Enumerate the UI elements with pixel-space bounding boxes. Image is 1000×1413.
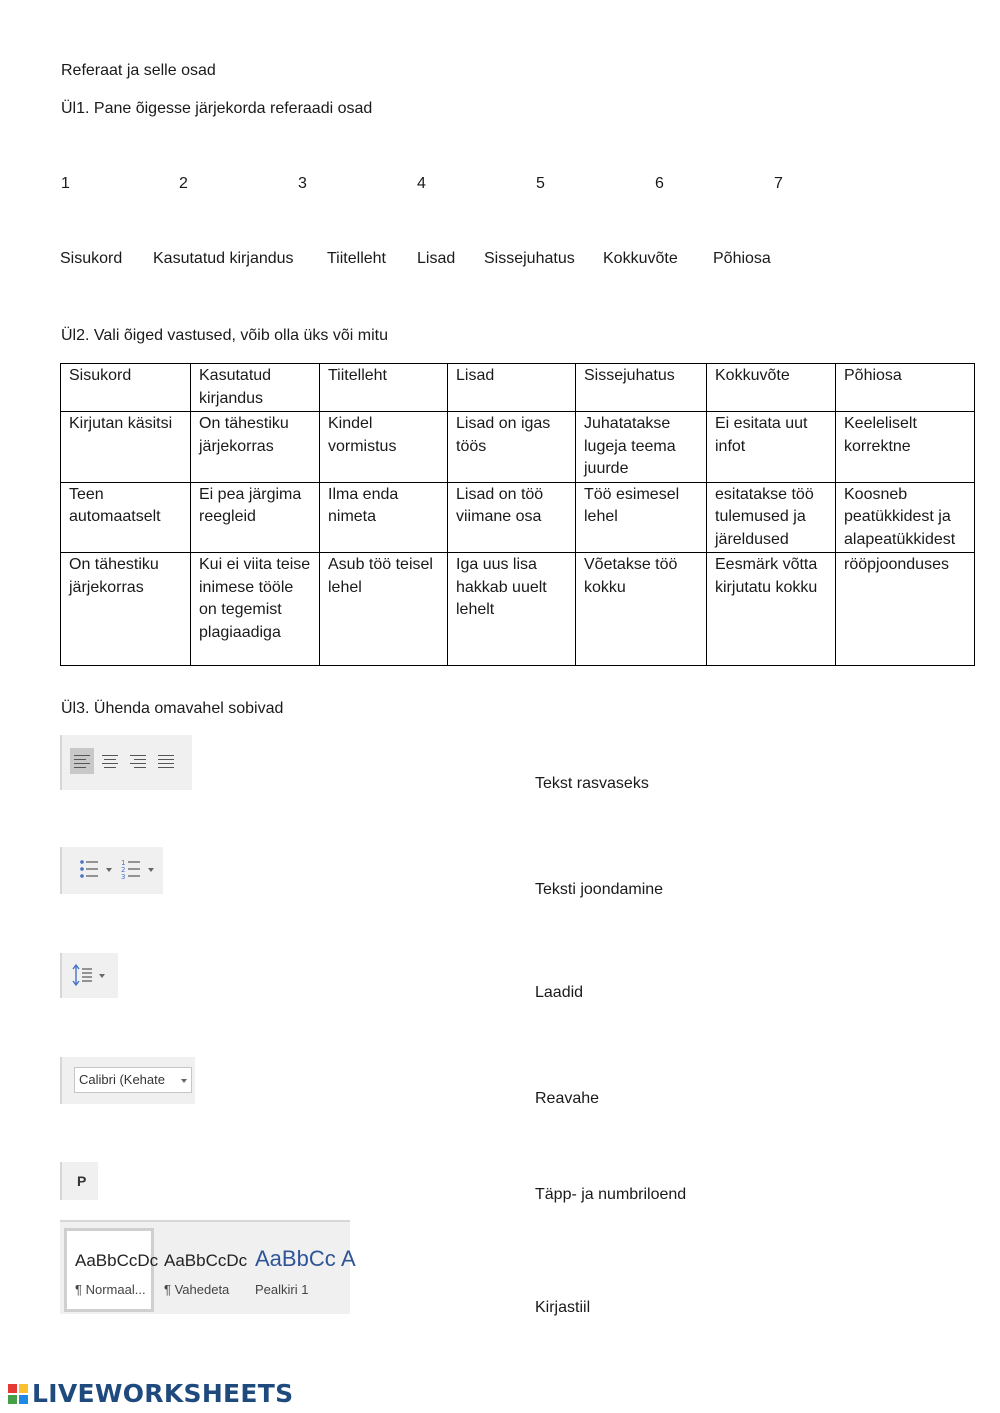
part-item[interactable]: Sissejuhatus: [484, 250, 575, 267]
part-item[interactable]: Kokkuvõte: [603, 250, 678, 267]
table-header-cell: Sissejuhatus: [576, 364, 707, 412]
bold-icon: P: [77, 1173, 87, 1189]
table-row: [61, 412, 975, 483]
line-spacing-icon: [71, 963, 95, 987]
choice-table: [60, 363, 975, 666]
part-item[interactable]: Põhiosa: [713, 250, 771, 267]
list-toolbar-image[interactable]: [60, 847, 163, 894]
table-row: [61, 553, 975, 666]
exercise-3-instruction: Ül3. Ühenda omavahel sobivad: [61, 700, 284, 717]
table-cell[interactable]: Koosneb peatükkidest ja alapeatükkidest: [836, 482, 975, 553]
table-cell[interactable]: Kui ei viita teise inimese tööle on tegemist plagiaadiga: [191, 553, 320, 666]
style-name: Pealkiri 1: [255, 1282, 309, 1297]
bold-toolbar-image[interactable]: [60, 1162, 98, 1200]
bullet-list-icon: [78, 857, 100, 881]
match-label[interactable]: Tekst rasvaseks: [535, 775, 649, 792]
table-header-cell: Sisukord: [61, 364, 191, 412]
order-number-5: 5: [536, 175, 545, 192]
table-cell[interactable]: Töö esimesel lehel: [576, 482, 707, 553]
order-number-7: 7: [774, 175, 783, 192]
page-title: Referaat ja selle osad: [61, 62, 216, 79]
alignment-toolbar-image[interactable]: [60, 735, 192, 790]
chevron-down-icon: [106, 868, 112, 872]
table-cell[interactable]: Ilma enda nimeta: [320, 482, 448, 553]
table-cell[interactable]: Kindel vormistus: [320, 412, 448, 483]
table-header-cell: Kokkuvõte: [707, 364, 836, 412]
style-name: ¶ Normaal...: [75, 1282, 146, 1297]
part-item[interactable]: Sisukord: [60, 250, 123, 267]
match-label[interactable]: Teksti joondamine: [535, 881, 664, 898]
table-header-row: [61, 364, 975, 412]
table-cell[interactable]: rööpjoonduses: [836, 553, 975, 666]
table-cell[interactable]: Ei pea järgima reegleid: [191, 482, 320, 553]
table-cell[interactable]: Asub töö teisel lehel: [320, 553, 448, 666]
table-cell[interactable]: Kirjutan käsitsi: [61, 412, 191, 483]
table-cell[interactable]: Lisad on töö viimane osa: [448, 482, 576, 553]
font-name-box: [74, 1067, 192, 1093]
table-header-cell: Kasutatud kirjandus: [191, 364, 320, 412]
align-justify-icon: [154, 748, 178, 774]
table-cell[interactable]: Võetakse töö kokku: [576, 553, 707, 666]
order-number-2: 2: [179, 175, 188, 192]
style-no-spacing: [156, 1228, 246, 1312]
match-label[interactable]: Laadid: [535, 984, 584, 1001]
table-cell[interactable]: Lisad on igas töös: [448, 412, 576, 483]
svg-text:3: 3: [121, 873, 126, 881]
numbered-list-icon: [120, 857, 142, 881]
table-cell[interactable]: Eesmärk võtta kirjutatu kokku: [707, 553, 836, 666]
table-cell[interactable]: Teen automaatselt: [61, 482, 191, 553]
style-normal: [64, 1228, 159, 1312]
order-number-4: 4: [417, 175, 426, 192]
style-heading-1: [247, 1228, 337, 1312]
table-row: [61, 482, 975, 553]
style-sample: AaBbCc: [255, 1246, 336, 1271]
order-number-3: 3: [298, 175, 307, 192]
svg-text:1: 1: [121, 859, 126, 867]
table-cell[interactable]: Ei esitata uut infot: [707, 412, 836, 483]
part-item[interactable]: Lisad: [417, 250, 456, 267]
match-label[interactable]: Täpp- ja numbriloend: [535, 1186, 687, 1203]
style-next: [335, 1228, 355, 1312]
line-spacing-toolbar-image[interactable]: [60, 953, 118, 998]
exercise-1-instruction: Ül1. Pane õigesse järjekorda referaadi osad: [61, 100, 373, 117]
style-sample: A: [341, 1246, 356, 1271]
table-cell[interactable]: Iga uus lisa hakkab uuelt lehelt: [448, 553, 576, 666]
part-item[interactable]: Tiitelleht: [327, 250, 386, 267]
align-right-icon: [126, 748, 150, 774]
align-left-icon: [70, 748, 94, 774]
style-sample: AaBbCcDc: [164, 1251, 248, 1270]
style-name: ¶ Vahedeta: [164, 1282, 230, 1297]
svg-text:2: 2: [121, 866, 126, 874]
exercise-2-instruction: Ül2. Vali õiged vastused, võib olla üks või mitu: [61, 327, 388, 344]
table-cell[interactable]: Keeleliselt korrektne: [836, 412, 975, 483]
align-center-icon: [98, 748, 122, 774]
liveworksheets-logo-icon: [8, 1384, 30, 1406]
chevron-down-icon: [181, 1079, 187, 1083]
chevron-down-icon: [148, 868, 154, 872]
styles-gallery-image[interactable]: [60, 1220, 356, 1314]
style-sample: AaBbCcDc: [75, 1251, 159, 1270]
order-number-1: 1: [61, 175, 70, 192]
chevron-down-icon: [99, 974, 105, 978]
font-name-value: Calibri (Kehate: [79, 1072, 165, 1087]
table-cell[interactable]: On tähestiku järjekorras: [191, 412, 320, 483]
table-header-cell: Lisad: [448, 364, 576, 412]
table-cell[interactable]: esitatakse töö tulemused ja järeldused: [707, 482, 836, 553]
liveworksheets-logo: LIVEWORKSHEETS: [32, 1379, 294, 1408]
table-header-cell: Tiitelleht: [320, 364, 448, 412]
table-cell[interactable]: Juhatatakse lugeja teema juurde: [576, 412, 707, 483]
table-cell[interactable]: On tähestiku järjekorras: [61, 553, 191, 666]
match-label[interactable]: Reavahe: [535, 1090, 600, 1107]
part-item[interactable]: Kasutatud kirjandus: [153, 250, 294, 267]
table-header-cell: Põhiosa: [836, 364, 975, 412]
font-name-toolbar-image[interactable]: [60, 1057, 195, 1104]
match-label[interactable]: Kirjastiil: [535, 1299, 591, 1316]
order-number-6: 6: [655, 175, 664, 192]
